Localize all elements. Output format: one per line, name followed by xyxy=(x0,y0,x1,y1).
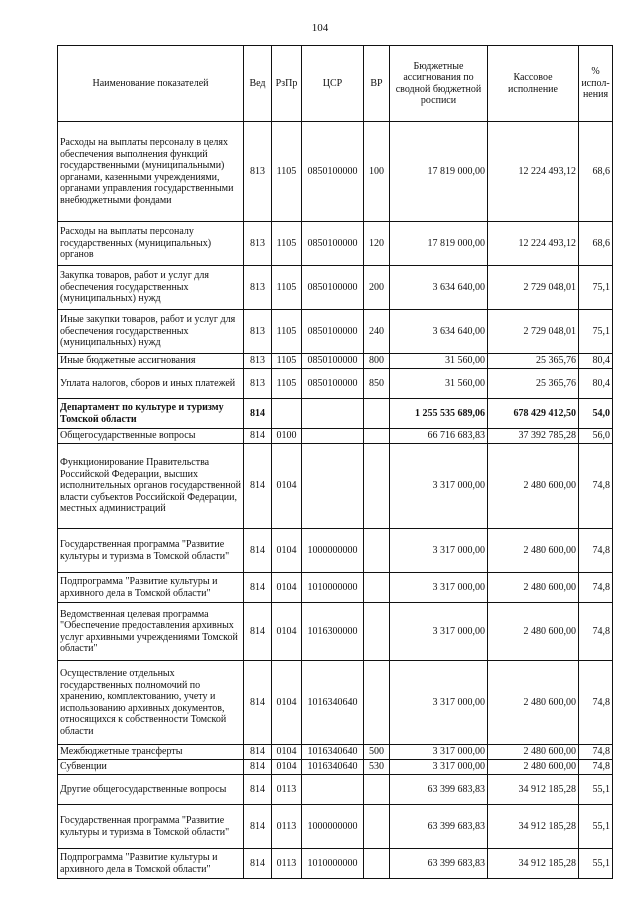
cell-name: Другие общегосударственные вопросы xyxy=(58,775,244,805)
table-row xyxy=(58,310,613,354)
cell-rzpr: 0104 xyxy=(272,573,302,603)
cell-ved: 814 xyxy=(244,529,272,573)
cell-percent: 68,6 xyxy=(579,222,613,266)
table-row xyxy=(58,775,613,805)
table-row xyxy=(58,529,613,573)
cell-ved: 814 xyxy=(244,573,272,603)
cell-csr: 1016340640 xyxy=(302,760,364,775)
cell-vr: 200 xyxy=(364,266,390,310)
cell-assignments: 3 317 000,00 xyxy=(390,529,488,573)
cell-name: Расходы на выплаты персоналу в целях обеспечения выполнения функций государственными (муниципальными) органами, казенными учреждениями, органами управления государственными внебюджетными фондами xyxy=(58,122,244,222)
cell-assignments: 3 317 000,00 xyxy=(390,745,488,760)
cell-ved: 814 xyxy=(244,760,272,775)
header-assignments: Бюджетные ассигнования по сводной бюджетной росписи xyxy=(390,46,488,122)
table-body xyxy=(58,122,613,879)
cell-name: Подпрограмма "Развитие культуры и архивного дела в Томской области" xyxy=(58,849,244,879)
cell-cash-execution: 2 480 600,00 xyxy=(488,573,579,603)
table-row xyxy=(58,444,613,529)
cell-vr xyxy=(364,849,390,879)
cell-rzpr: 0113 xyxy=(272,849,302,879)
cell-rzpr: 1105 xyxy=(272,310,302,354)
cell-ved: 814 xyxy=(244,399,272,429)
table-row xyxy=(58,122,613,222)
table-row xyxy=(58,745,613,760)
cell-csr: 1010000000 xyxy=(302,573,364,603)
table-row xyxy=(58,429,613,444)
cell-assignments: 66 716 683,83 xyxy=(390,429,488,444)
cell-rzpr: 0104 xyxy=(272,603,302,661)
cell-cash-execution: 2 480 600,00 xyxy=(488,760,579,775)
cell-vr: 850 xyxy=(364,369,390,399)
cell-cash-execution: 2 480 600,00 xyxy=(488,529,579,573)
header-percent: % испол-нения xyxy=(579,46,613,122)
cell-ved: 814 xyxy=(244,805,272,849)
cell-cash-execution: 34 912 185,28 xyxy=(488,805,579,849)
cell-cash-execution: 34 912 185,28 xyxy=(488,849,579,879)
cell-vr: 120 xyxy=(364,222,390,266)
cell-rzpr: 0104 xyxy=(272,444,302,529)
cell-csr: 0850100000 xyxy=(302,310,364,354)
cell-percent: 55,1 xyxy=(579,775,613,805)
cell-rzpr xyxy=(272,399,302,429)
cell-assignments: 17 819 000,00 xyxy=(390,222,488,266)
cell-ved: 814 xyxy=(244,603,272,661)
cell-percent: 56,0 xyxy=(579,429,613,444)
cell-name: Иные бюджетные ассигнования xyxy=(58,354,244,369)
cell-ved: 813 xyxy=(244,122,272,222)
table-row xyxy=(58,661,613,745)
table-row xyxy=(58,222,613,266)
cell-csr: 1010000000 xyxy=(302,849,364,879)
cell-percent: 74,8 xyxy=(579,745,613,760)
cell-percent: 54,0 xyxy=(579,399,613,429)
cell-assignments: 3 317 000,00 xyxy=(390,661,488,745)
cell-name: Осуществление отдельных государственных полномочий по хранению, комплектованию, учету и использованию архивных документов, относящихся к собственности Томской области xyxy=(58,661,244,745)
cell-percent: 74,8 xyxy=(579,529,613,573)
cell-vr: 100 xyxy=(364,122,390,222)
cell-percent: 68,6 xyxy=(579,122,613,222)
cell-assignments: 63 399 683,83 xyxy=(390,849,488,879)
cell-csr: 0850100000 xyxy=(302,354,364,369)
cell-ved: 814 xyxy=(244,775,272,805)
cell-assignments: 63 399 683,83 xyxy=(390,775,488,805)
cell-ved: 814 xyxy=(244,745,272,760)
header-cash-execution: Кассовое исполнение xyxy=(488,46,579,122)
cell-vr xyxy=(364,775,390,805)
page-number: 104 xyxy=(311,22,329,34)
table-row xyxy=(58,849,613,879)
cell-percent: 75,1 xyxy=(579,266,613,310)
cell-ved: 814 xyxy=(244,661,272,745)
cell-cash-execution: 34 912 185,28 xyxy=(488,775,579,805)
cell-vr: 800 xyxy=(364,354,390,369)
cell-csr: 1000000000 xyxy=(302,805,364,849)
cell-vr: 530 xyxy=(364,760,390,775)
cell-vr: 500 xyxy=(364,745,390,760)
cell-vr xyxy=(364,573,390,603)
cell-csr: 0850100000 xyxy=(302,222,364,266)
cell-cash-execution: 12 224 493,12 xyxy=(488,122,579,222)
cell-assignments: 3 634 640,00 xyxy=(390,310,488,354)
cell-percent: 74,8 xyxy=(579,444,613,529)
cell-assignments: 3 317 000,00 xyxy=(390,573,488,603)
cell-rzpr: 0100 xyxy=(272,429,302,444)
cell-assignments: 3 317 000,00 xyxy=(390,603,488,661)
cell-csr xyxy=(302,399,364,429)
cell-percent: 74,8 xyxy=(579,760,613,775)
header-rzpr: РзПр xyxy=(272,46,302,122)
cell-name: Подпрограмма "Развитие культуры и архивного дела в Томской области" xyxy=(58,573,244,603)
cell-csr xyxy=(302,775,364,805)
cell-csr xyxy=(302,429,364,444)
cell-rzpr: 1105 xyxy=(272,122,302,222)
table-row xyxy=(58,805,613,849)
cell-vr: 240 xyxy=(364,310,390,354)
cell-percent: 55,1 xyxy=(579,849,613,879)
cell-csr: 1000000000 xyxy=(302,529,364,573)
cell-rzpr: 0104 xyxy=(272,745,302,760)
table-row xyxy=(58,573,613,603)
cell-assignments: 17 819 000,00 xyxy=(390,122,488,222)
cell-rzpr: 0104 xyxy=(272,760,302,775)
cell-ved: 813 xyxy=(244,222,272,266)
cell-assignments: 63 399 683,83 xyxy=(390,805,488,849)
cell-percent: 55,1 xyxy=(579,805,613,849)
cell-cash-execution: 37 392 785,28 xyxy=(488,429,579,444)
cell-name: Иные закупки товаров, работ и услуг для обеспечения государственных (муниципальных) нужд xyxy=(58,310,244,354)
cell-assignments: 3 317 000,00 xyxy=(390,444,488,529)
cell-name: Функционирование Правительства Российской Федерации, высших исполнительных органов государственной власти субъектов Российской Федерации, местных администраций xyxy=(58,444,244,529)
table-row xyxy=(58,266,613,310)
cell-csr: 0850100000 xyxy=(302,369,364,399)
cell-rzpr: 0104 xyxy=(272,661,302,745)
cell-cash-execution: 2 729 048,01 xyxy=(488,266,579,310)
table-header-row xyxy=(58,46,613,122)
cell-name: Государственная программа "Развитие культуры и туризма в Томской области" xyxy=(58,805,244,849)
table-row xyxy=(58,760,613,775)
cell-rzpr: 0113 xyxy=(272,805,302,849)
cell-csr: 1016300000 xyxy=(302,603,364,661)
cell-name: Уплата налогов, сборов и иных платежей xyxy=(58,369,244,399)
cell-percent: 74,8 xyxy=(579,661,613,745)
cell-ved: 813 xyxy=(244,266,272,310)
cell-rzpr: 1105 xyxy=(272,354,302,369)
cell-cash-execution: 25 365,76 xyxy=(488,354,579,369)
header-vr: ВР xyxy=(364,46,390,122)
cell-name: Закупка товаров, работ и услуг для обеспечения государственных (муниципальных) нужд xyxy=(58,266,244,310)
cell-vr xyxy=(364,805,390,849)
table-row xyxy=(58,399,613,429)
cell-assignments: 3 317 000,00 xyxy=(390,760,488,775)
cell-name: Субвенции xyxy=(58,760,244,775)
budget-table xyxy=(57,45,613,879)
cell-rzpr: 0104 xyxy=(272,529,302,573)
cell-csr: 1016340640 xyxy=(302,661,364,745)
cell-rzpr: 0113 xyxy=(272,775,302,805)
cell-rzpr: 1105 xyxy=(272,222,302,266)
cell-csr: 1016340640 xyxy=(302,745,364,760)
cell-assignments: 3 634 640,00 xyxy=(390,266,488,310)
cell-percent: 74,8 xyxy=(579,603,613,661)
cell-vr xyxy=(364,444,390,529)
cell-vr xyxy=(364,603,390,661)
cell-cash-execution: 12 224 493,12 xyxy=(488,222,579,266)
table-row xyxy=(58,354,613,369)
cell-csr: 0850100000 xyxy=(302,122,364,222)
cell-csr xyxy=(302,444,364,529)
cell-cash-execution: 2 480 600,00 xyxy=(488,745,579,760)
cell-name: Межбюджетные трансферты xyxy=(58,745,244,760)
cell-name: Ведомственная целевая программа "Обеспечение предоставления архивных услуг архивными учреждениями Томской области" xyxy=(58,603,244,661)
cell-name: Общегосударственные вопросы xyxy=(58,429,244,444)
cell-cash-execution: 2 480 600,00 xyxy=(488,661,579,745)
cell-cash-execution: 2 729 048,01 xyxy=(488,310,579,354)
cell-vr xyxy=(364,529,390,573)
header-csr: ЦСР xyxy=(302,46,364,122)
header-ved: Вед xyxy=(244,46,272,122)
cell-cash-execution: 2 480 600,00 xyxy=(488,444,579,529)
cell-name: Департамент по культуре и туризму Томской области xyxy=(58,399,244,429)
cell-percent: 74,8 xyxy=(579,573,613,603)
cell-name: Государственная программа "Развитие культуры и туризма в Томской области" xyxy=(58,529,244,573)
cell-assignments: 31 560,00 xyxy=(390,369,488,399)
cell-cash-execution: 678 429 412,50 xyxy=(488,399,579,429)
cell-assignments: 31 560,00 xyxy=(390,354,488,369)
cell-rzpr: 1105 xyxy=(272,369,302,399)
cell-ved: 813 xyxy=(244,310,272,354)
cell-name: Расходы на выплаты персоналу государственных (муниципальных) органов xyxy=(58,222,244,266)
cell-vr xyxy=(364,399,390,429)
cell-assignments: 1 255 535 689,06 xyxy=(390,399,488,429)
cell-cash-execution: 25 365,76 xyxy=(488,369,579,399)
cell-rzpr: 1105 xyxy=(272,266,302,310)
table-row xyxy=(58,603,613,661)
cell-ved: 813 xyxy=(244,369,272,399)
cell-percent: 80,4 xyxy=(579,354,613,369)
cell-percent: 80,4 xyxy=(579,369,613,399)
header-name: Наименование показателей xyxy=(58,46,244,122)
cell-ved: 814 xyxy=(244,429,272,444)
cell-ved: 813 xyxy=(244,354,272,369)
table-row xyxy=(58,369,613,399)
cell-percent: 75,1 xyxy=(579,310,613,354)
cell-csr: 0850100000 xyxy=(302,266,364,310)
cell-ved: 814 xyxy=(244,444,272,529)
cell-vr xyxy=(364,661,390,745)
cell-ved: 814 xyxy=(244,849,272,879)
cell-vr xyxy=(364,429,390,444)
cell-cash-execution: 2 480 600,00 xyxy=(488,603,579,661)
